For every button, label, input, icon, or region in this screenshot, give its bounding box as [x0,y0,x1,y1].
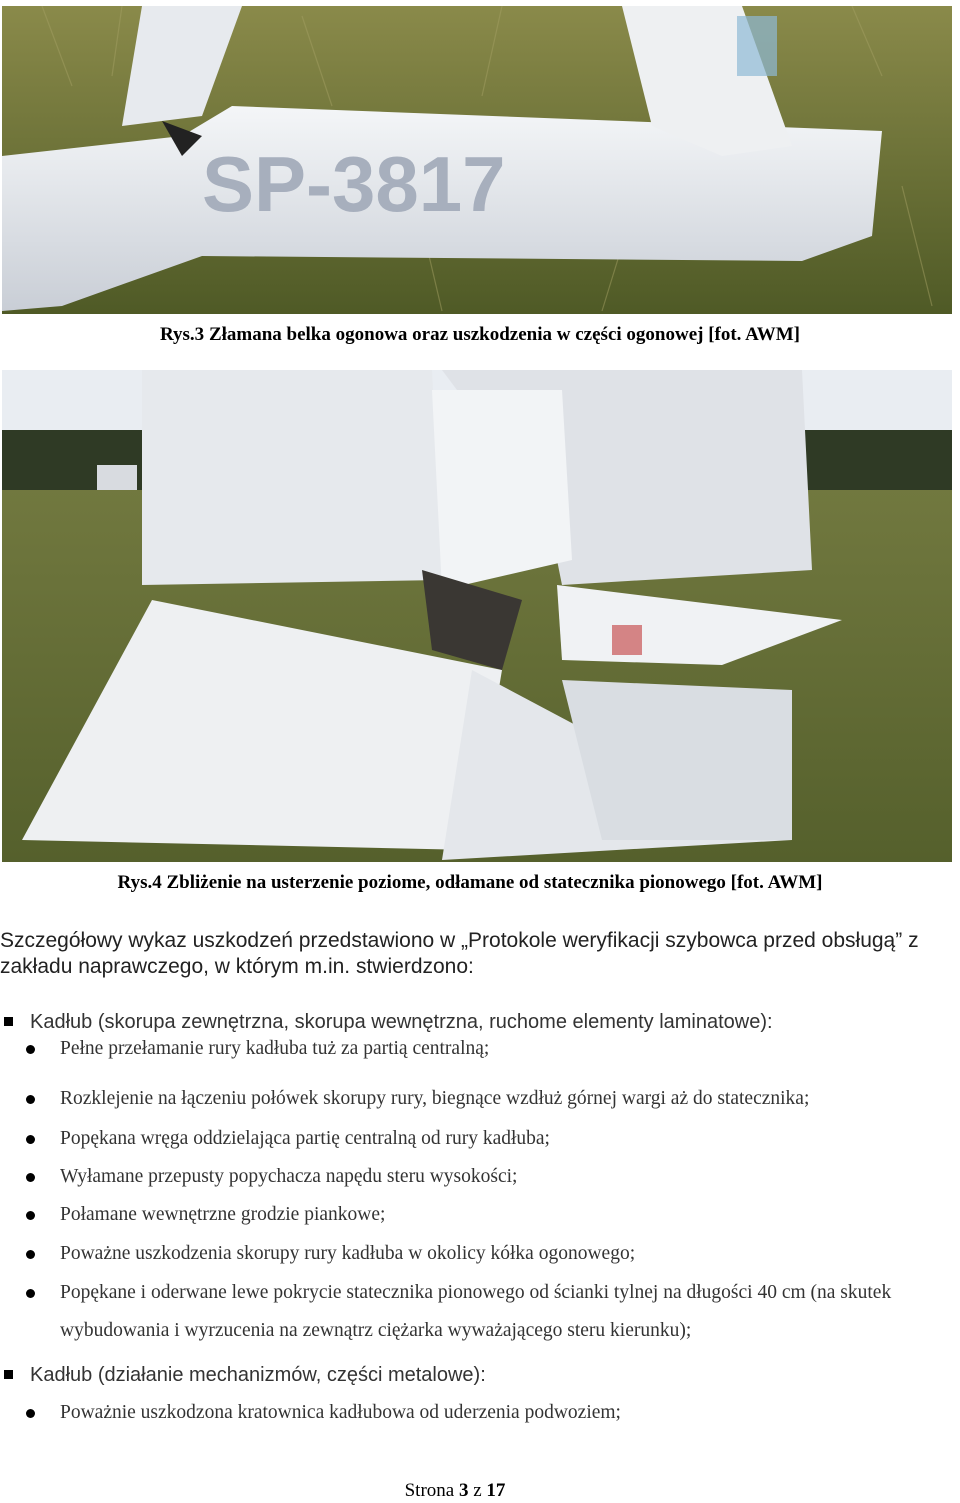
bullet-icon [26,1135,35,1144]
list-item-text: Poważnie uszkodzona kratownica kadłubowa od uderzenia podwoziem; [60,1402,621,1423]
list-item-text: Popękana wręga oddzielająca partię centralną od rury kadłuba; [60,1128,550,1149]
bullet-icon [26,1095,35,1104]
photo-2-drawing [2,370,952,862]
figure-3-caption-text: Złamana belka ogonowa oraz uszkodzenia w części ogonowej [fot. AWM] [204,324,801,345]
figure-3-caption [0,324,960,346]
footer-separator: z [468,1480,487,1501]
list-item [60,1235,955,1273]
figure-3-label: Rys.3 [159,324,205,345]
photo-broken-tail-boom [2,6,952,314]
footer-prefix: Strona [404,1480,459,1501]
fuselage-registration: SP-3817 [202,140,506,228]
bullet-icon [26,1289,35,1298]
page-footer [0,1480,910,1502]
list-item-text: Poważne uszkodzenia skorupy rury kadłuba w okolicy kółka ogonowego; [60,1243,636,1264]
list-item [60,1030,955,1068]
section-fuselage-mechanisms-heading: Kadłub (działanie mechanizmów, części metalowe): [30,1362,950,1388]
list-item-text: Pełne przełamanie rury kadłuba tuż za partią centralną; [60,1038,490,1059]
list-item-text: Wyłamane przepusty popychacza napędu steru wysokości; [60,1166,518,1187]
current-page-number: 3 [458,1480,469,1501]
bullet-icon [26,1409,35,1418]
list-item-text: Połamane wewnętrzne grodzie piankowe; [60,1204,386,1225]
intro-paragraph: Szczegółowy wykaz uszkodzeń przedstawiono w „Protokole weryfikacji szybowca przed obsługą” z zakładu naprawczego, w którym m.in. stwierdzono: [0,929,919,978]
section-fuselage-laminate-heading: Kadłub (skorupa zewnętrzna, skorupa wewnętrzna, ruchome elementy laminatowe): [30,1009,950,1035]
bullet-icon [26,1250,35,1259]
figure-4-label: Rys.4 [117,872,162,893]
figure-4-caption [0,872,950,894]
list-item [60,1394,955,1432]
photo-1-drawing [2,6,952,314]
list-item-text: Popękane i oderwane lewe pokrycie statecznika pionowego od ścianki tylnej na długości 40 cm (na skutek wybudowania i wyrzucenia na zewnątrz ciężarka wyważającego steru kierunku); [60,1282,892,1341]
bullet-icon [26,1211,35,1220]
list-item [60,1120,955,1158]
figure-4-caption-text: Zbliżenie na usterzenie poziome, odłamane od statecznika pionowego [fot. AWM] [161,872,823,893]
list-item [60,1158,955,1196]
list-item [60,1274,955,1350]
bullet-icon [26,1173,35,1182]
photo-horizontal-stabilizer-closeup [2,370,952,862]
list-item-text: Rozklejenie na łączeniu połówek skorupy rury, biegnące wzdłuż górnej wargi aż do statecznika; [60,1088,810,1109]
total-pages: 17 [486,1480,506,1501]
list-item [60,1196,955,1234]
list-item [60,1080,955,1118]
bullet-icon [26,1045,35,1054]
